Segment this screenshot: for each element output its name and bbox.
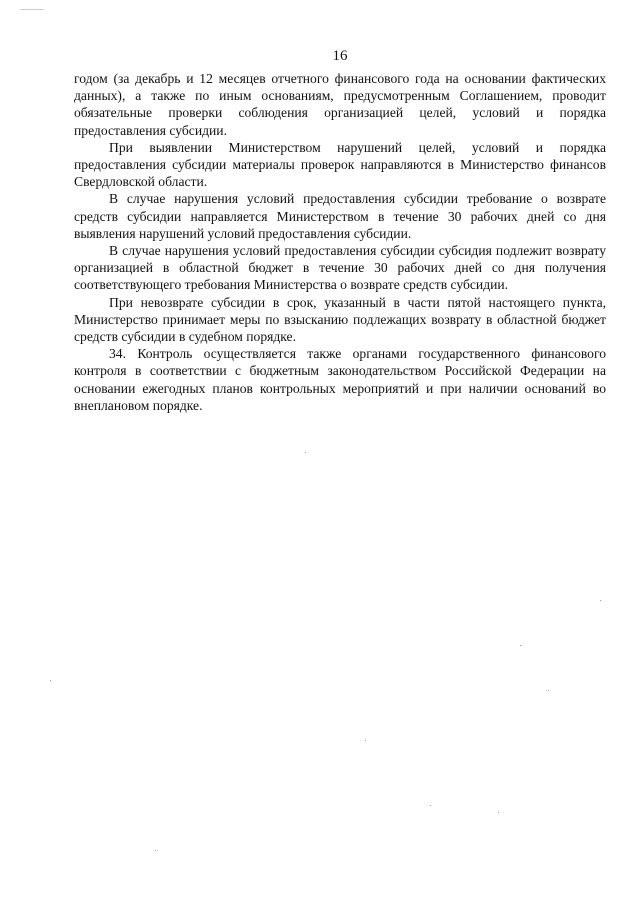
paragraph-violation-detection: При выявлении Министерством нарушений целей, условий и порядка предоставления субсидии материалы проверок направляются в Министерство финансов Свердловской области.: [74, 139, 606, 190]
document-body: [74, 70, 606, 414]
scan-speck: [365, 740, 366, 741]
paragraph-item-34: 34. Контроль осуществляется также органами государственного финансового контроля в соответствии с бюджетным законодательством Российской Федерации на основании ежегодных планов контрольных мероприятий и при наличии оснований во внеплановом порядке.: [74, 346, 606, 413]
scan-speck: [520, 645, 521, 646]
scan-speck: [155, 850, 156, 851]
paragraph-return-deadline: В случае нарушения условий предоставления субсидии субсидия подлежит возврату организацией в областной бюджет в течение 30 рабочих дней со дня получения соответствующего требования Министерства о возврате средств субсидии.: [74, 243, 606, 293]
scan-speck: [548, 690, 549, 691]
scan-speck: [600, 600, 601, 601]
scan-speck: [50, 680, 51, 681]
paragraph-return-requirement: В случае нарушения условий предоставления субсидии требование о возврате средств субсидии направляется Министерством в течение 30 рабочих дней со дня выявления нарушений условий предоставления субсидии.: [74, 191, 606, 241]
paragraph-continuation: годом (за декабрь и 12 месяцев отчетного финансового года на основании фактических данных), а также по иным основаниям, предусмотренным Соглашением, проводит обязательные проверки соблюдения организацией целей, условий и порядка предоставления субсидии.: [74, 71, 606, 138]
page-number: 16: [332, 48, 348, 64]
scan-speck: [498, 812, 499, 813]
scan-speck: [20, 9, 44, 10]
scan-speck: [305, 452, 306, 453]
paragraph-non-return: При невозврате субсидии в срок, указанный в части пятой настоящего пункта, Министерство принимает меры по взысканию подлежащих возврату в областной бюджет средств субсидии в судебном порядке.: [74, 294, 606, 345]
scan-speck: [430, 805, 431, 806]
